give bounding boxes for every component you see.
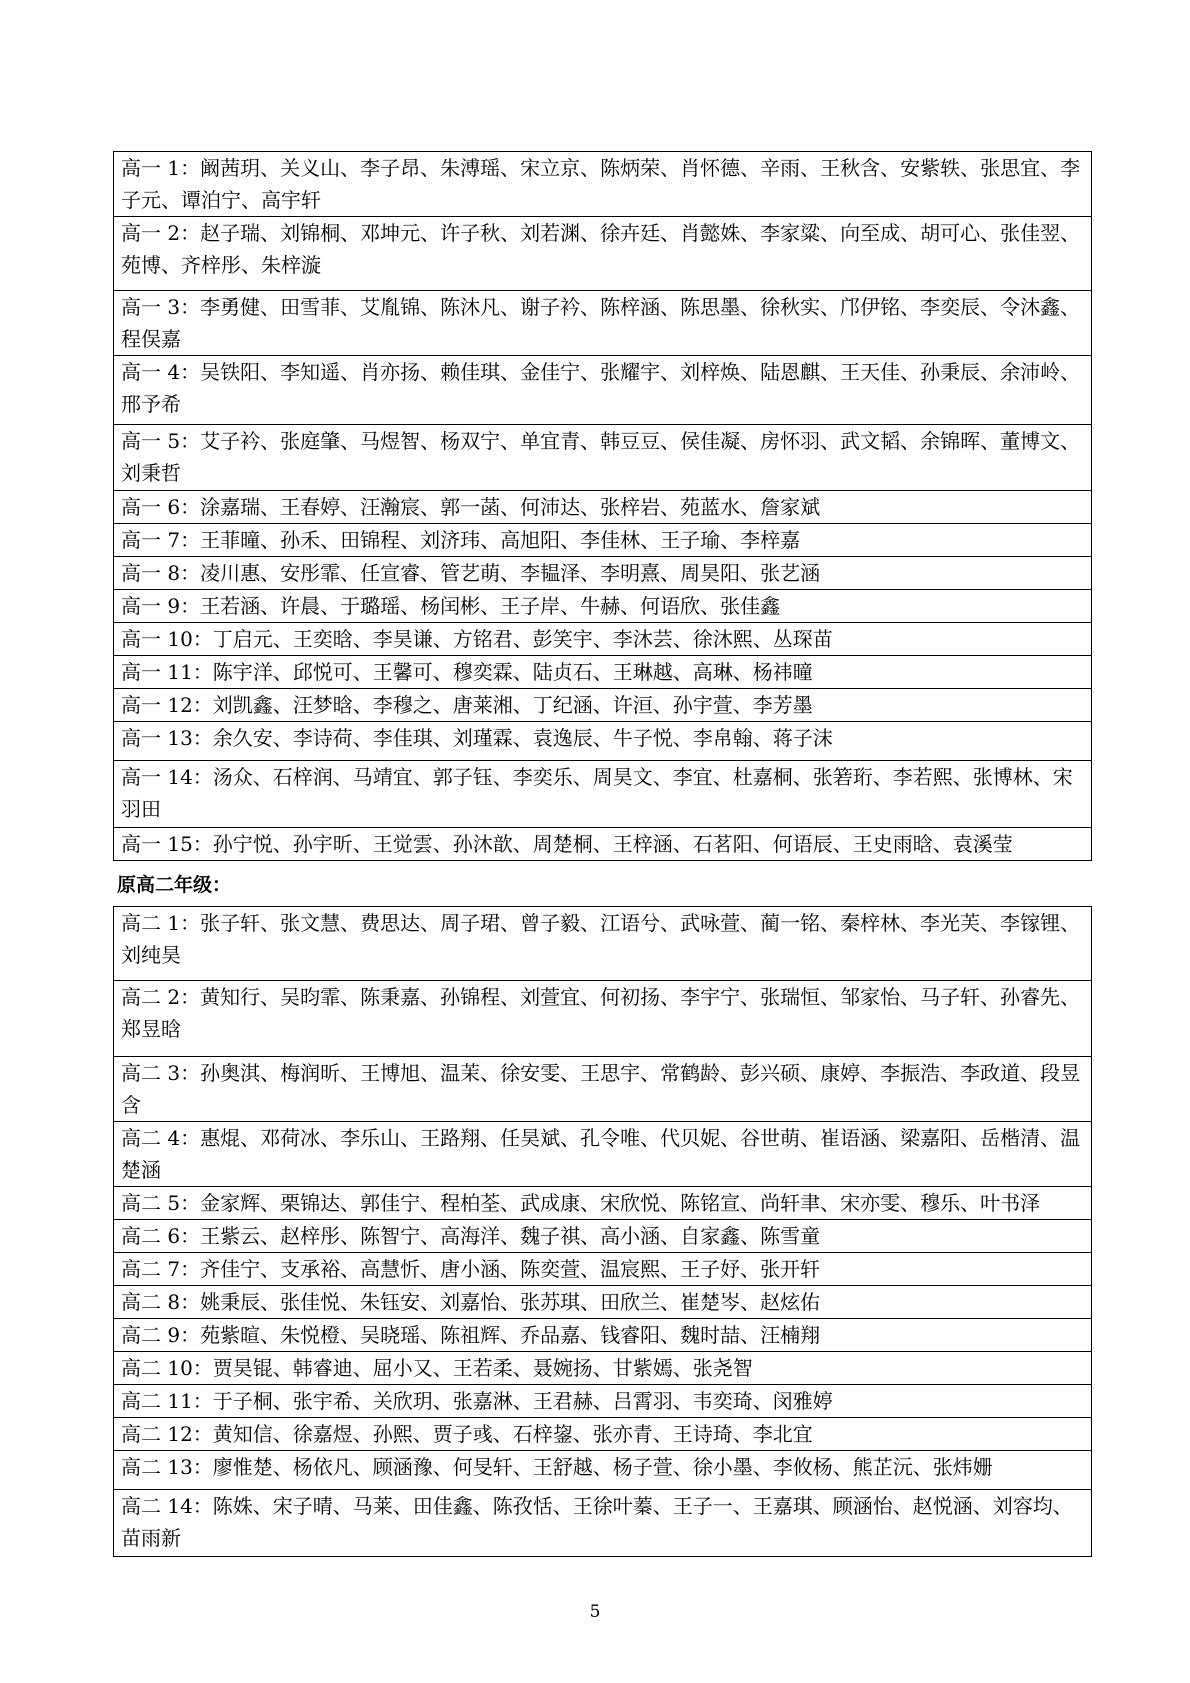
table-row	[114, 217, 1092, 291]
table-row	[114, 656, 1092, 689]
table-row	[114, 907, 1092, 981]
table-row	[114, 1253, 1092, 1286]
table-row	[114, 981, 1092, 1057]
class-entry: 高一 14：汤众、石梓润、马靖宜、郭子钰、李奕乐、周昊文、李宜、杜嘉桐、张箬珩、李若熙、张博林、宋羽田	[114, 761, 1092, 828]
class-entry: 高二 11：于子桐、张宇希、关欣玥、张嘉淋、王君赫、吕霄羽、韦奕琦、闵雅婷	[114, 1385, 1092, 1418]
grade2-class-table	[113, 906, 1092, 1557]
table-row	[114, 1352, 1092, 1385]
table-row	[114, 152, 1092, 217]
class-entry: 高二 2：黄知行、吴昀霏、陈秉嘉、孙锦程、刘萱宜、何初扬、李宇宁、张瑞恒、邹家怡、马子轩、孙睿先、郑昱晗	[114, 981, 1092, 1057]
class-entry: 高二 3：孙奥淇、梅润昕、王博旭、温茉、徐安雯、王思宇、常鹤龄、彭兴硕、康婷、李振浩、李政道、段昱含	[114, 1057, 1092, 1122]
class-entry: 高一 7：王菲曈、孙禾、田锦程、刘济玮、高旭阳、李佳林、王子瑜、李梓嘉	[114, 524, 1092, 557]
table-row	[114, 1187, 1092, 1220]
table-row	[114, 1451, 1092, 1490]
table-row	[114, 1319, 1092, 1352]
class-entry: 高一 1：阚茜玥、关义山、李子昂、朱溥瑶、宋立京、陈炳荣、肖怀德、辛雨、王秋含、安紫轶、张思宜、李子元、谭泊宁、高宇轩	[114, 152, 1092, 217]
class-entry: 高二 10：贾昊锟、韩睿迪、屈小又、王若柔、聂婉扬、甘紫嫣、张尧智	[114, 1352, 1092, 1385]
class-entry: 高二 12：黄知信、徐嘉煜、孙熙、贾子彧、石梓鋆、张亦青、王诗琦、李北宜	[114, 1418, 1092, 1451]
class-entry: 高二 6：王紫云、赵梓彤、陈智宁、高海洋、魏子祺、高小涵、自家鑫、陈雪童	[114, 1220, 1092, 1253]
class-entry: 高一 4：吴铁阳、李知遥、肖亦扬、赖佳琪、金佳宁、张耀宇、刘梓焕、陆恩麒、王天佳、孙秉辰、余沛岭、邢予希	[114, 356, 1092, 425]
class-entry: 高一 12：刘凯鑫、汪梦晗、李穆之、唐莱湘、丁纪涵、许洹、孙宇萱、李芳墨	[114, 689, 1092, 722]
class-entry: 高一 6：涂嘉瑞、王春婷、汪瀚宸、郭一菡、何沛达、张梓岩、苑蓝水、詹家斌	[114, 491, 1092, 524]
grade1-class-table	[113, 151, 1092, 861]
class-entry: 高二 7：齐佳宁、支承裕、高慧忻、唐小涵、陈奕萱、温宸熙、王子妤、张开轩	[114, 1253, 1092, 1286]
class-entry: 高一 5：艾子衿、张庭肇、马煜智、杨双宁、单宜青、韩豆豆、侯佳凝、房怀羽、武文韬、余锦晖、董博文、刘秉哲	[114, 425, 1092, 491]
table-row	[114, 557, 1092, 590]
table-row	[114, 828, 1092, 861]
class-entry: 高一 13：余久安、李诗荷、李佳琪、刘瑾霖、袁逸辰、牛子悦、李帛翰、蒋子沫	[114, 722, 1092, 761]
table-row	[114, 356, 1092, 425]
section-heading: 原高二年级：	[117, 874, 232, 896]
class-entry: 高一 15：孙宁悦、孙宇昕、王觉雲、孙沐歆、周楚桐、王梓涵、石茗阳、何语辰、王史雨晗、袁溪莹	[114, 828, 1092, 861]
table-row	[114, 590, 1092, 623]
table-row	[114, 722, 1092, 761]
class-entry: 高一 9：王若涵、许晨、于璐瑶、杨闰彬、王子岸、牛赫、何语欣、张佳鑫	[114, 590, 1092, 623]
class-entry: 高二 9：苑紫暄、朱悦橙、吴晓瑶、陈祖辉、乔品嘉、钱睿阳、魏时喆、汪楠翔	[114, 1319, 1092, 1352]
table-row	[114, 689, 1092, 722]
class-entry: 高二 5：金家辉、栗锦达、郭佳宁、程柏荃、武成康、宋欣悦、陈铭宣、尚轩聿、宋亦雯、穆乐、叶书泽	[114, 1187, 1092, 1220]
class-entry: 高一 2：赵子瑞、刘锦桐、邓坤元、许子秋、刘若渊、徐卉廷、肖懿姝、李家粱、向至成、胡可心、张佳翌、苑博、齐梓彤、朱梓漩	[114, 217, 1092, 291]
table-row	[114, 491, 1092, 524]
table-row	[114, 623, 1092, 656]
class-entry: 高一 11：陈宇洋、邱悦可、王馨可、穆奕霖、陆贞石、王琳越、高琳、杨祎曈	[114, 656, 1092, 689]
table-row	[114, 1418, 1092, 1451]
table-row	[114, 1122, 1092, 1187]
table-row	[114, 524, 1092, 557]
class-entry: 高一 10：丁启元、王奕晗、李昊谦、方铭君、彭笑宇、李沐芸、徐沐熙、丛琛苗	[114, 623, 1092, 656]
table-row	[114, 761, 1092, 828]
table-row	[114, 1490, 1092, 1557]
class-entry: 高二 4：惠焜、邓荷冰、李乐山、王路翔、任昊斌、孔令唯、代贝妮、谷世萌、崔语涵、梁嘉阳、岳楷清、温楚涵	[114, 1122, 1092, 1187]
table-row	[114, 1220, 1092, 1253]
table-row	[114, 425, 1092, 491]
class-entry: 高二 1：张子轩、张文慧、费思达、周子珺、曾子毅、江语兮、武咏萱、蔺一铭、秦梓林、李光芙、李镓锂、刘纯昊	[114, 907, 1092, 981]
table-row	[114, 1385, 1092, 1418]
class-entry: 高二 8：姚秉辰、张佳悦、朱钰安、刘嘉怡、张苏琪、田欣兰、崔楚岑、赵炫佑	[114, 1286, 1092, 1319]
class-entry: 高二 13：廖惟楚、杨依凡、顾涵豫、何旻轩、王舒越、杨子萱、徐小墨、李攸杨、熊芷沅、张炜姗	[114, 1451, 1092, 1490]
class-entry: 高二 14：陈姝、宋子晴、马莱、田佳鑫、陈孜恬、王徐叶蓁、王子一、王嘉琪、顾涵怡、赵悦涵、刘容均、苗雨新	[114, 1490, 1092, 1557]
page-number: 5	[589, 1602, 601, 1622]
table-row	[114, 291, 1092, 356]
class-entry: 高一 8：凌川惠、安彤霏、任宣睿、管艺萌、李韫泽、李明熹、周昊阳、张艺涵	[114, 557, 1092, 590]
table-row	[114, 1057, 1092, 1122]
class-entry: 高一 3：李勇健、田雪菲、艾胤锦、陈沐凡、谢子衿、陈梓涵、陈思墨、徐秋实、邝伊铭、李奕辰、令沐鑫、程俣嘉	[114, 291, 1092, 356]
table-row	[114, 1286, 1092, 1319]
